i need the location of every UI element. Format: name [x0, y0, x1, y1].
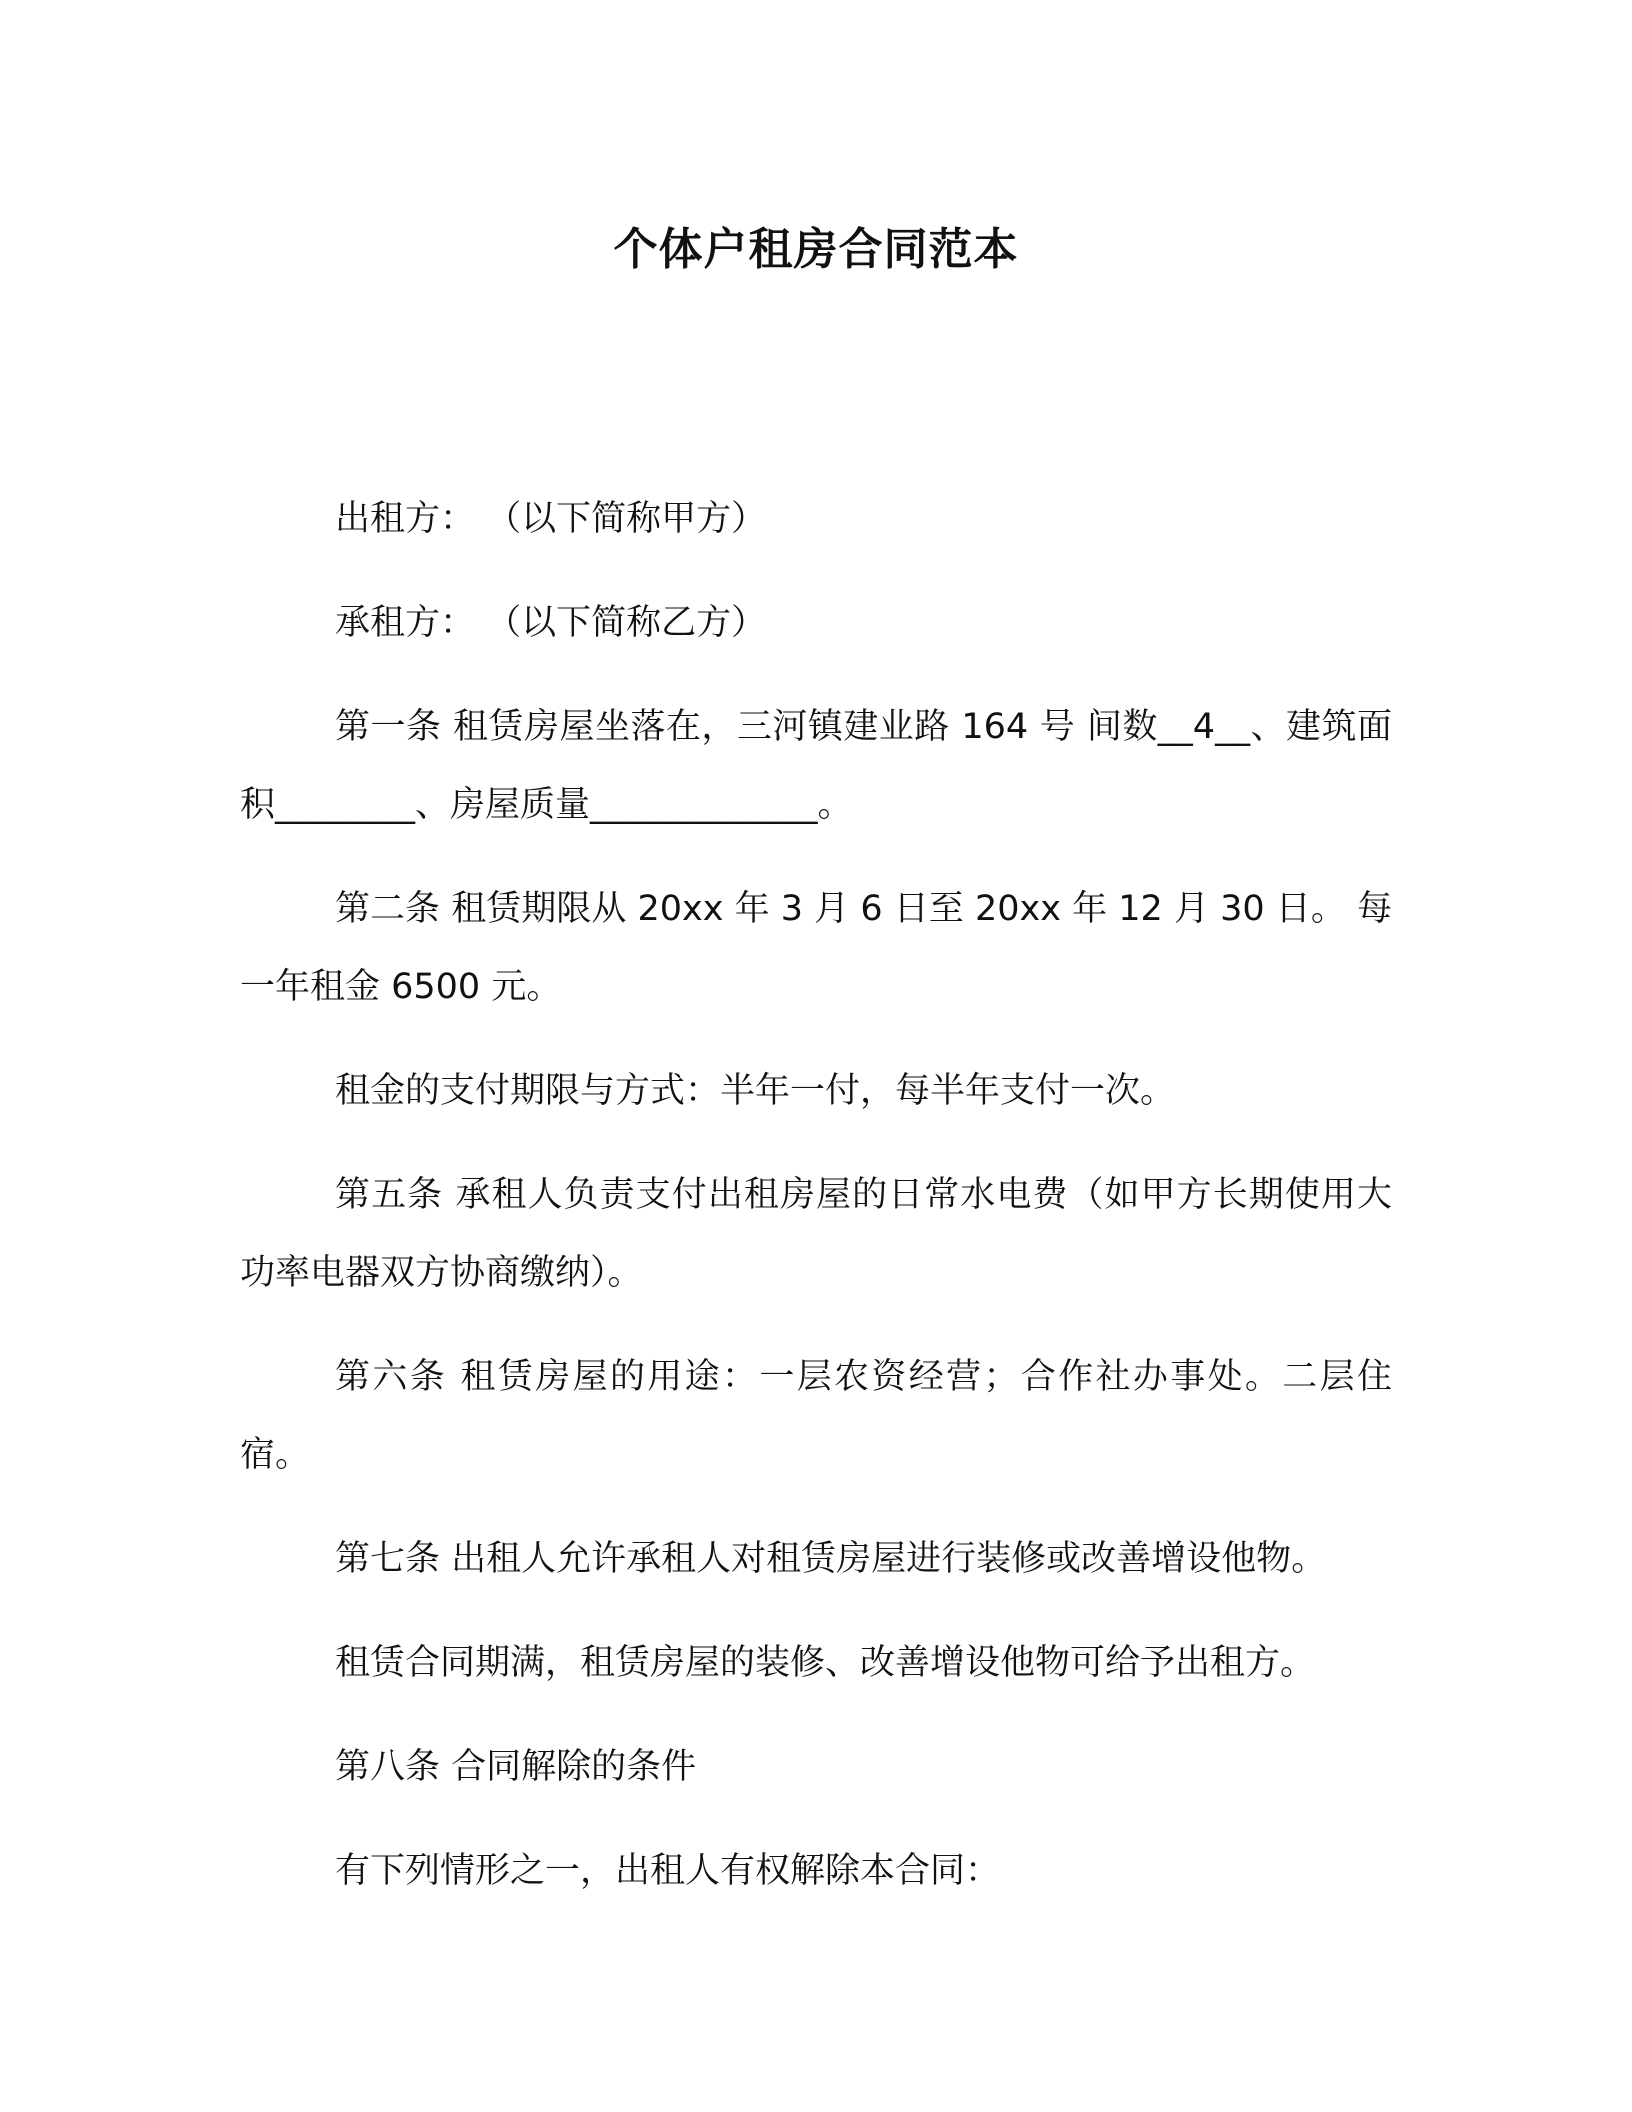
article-2: 第二条 租赁期限从 20xx 年 3 月 6 日至 20xx 年 12 月 30 日。 每一年租金 6500 元。	[240, 889, 1392, 1007]
termination-intro: 有下列情形之一，出租人有权解除本合同：	[335, 1851, 1001, 1891]
article-1: 第一条 租赁房屋坐落在，三河镇建业路 164 号 间数__4__、建筑面积________、房屋质量_____________。	[240, 707, 1392, 825]
payment-terms: 租金的支付期限与方式：半年一付，每半年支付一次。	[335, 1071, 1176, 1111]
lessor-line: 出租方： （以下简称甲方）	[335, 499, 767, 539]
lessee-line: 承租方： （以下简称乙方）	[335, 603, 767, 643]
document-title: 个体户租房合同范本	[613, 224, 1019, 275]
article-5: 第五条 承租人负责支付出租房屋的日常水电费（如甲方长期使用大功率电器双方协商缴纳）。	[240, 1175, 1392, 1293]
lease-expiry-clause: 租赁合同期满，租赁房屋的装修、改善增设他物可给予出租方。	[335, 1643, 1316, 1683]
article-8-heading: 第八条 合同解除的条件	[335, 1747, 697, 1787]
article-7: 第七条 出租人允许承租人对租赁房屋进行装修或改善增设他物。	[335, 1539, 1327, 1579]
article-6: 第六条 租赁房屋的用途：一层农资经营；合作社办事处。二层住宿。	[240, 1357, 1392, 1475]
document-body	[240, 480, 1392, 1936]
